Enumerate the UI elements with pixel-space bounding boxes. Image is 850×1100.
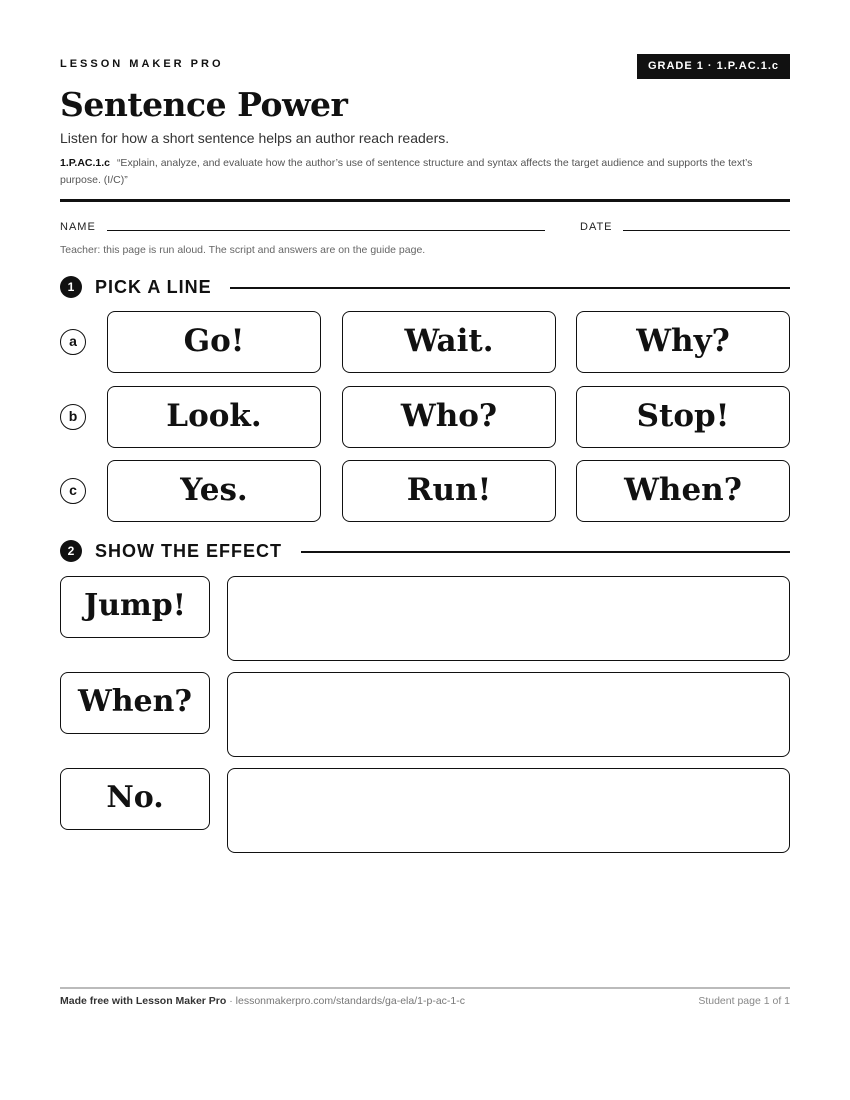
page-subtitle: Listen for how a short sentence helps an author reach readers. (60, 130, 450, 146)
standard-text: “Explain, analyze, and evaluate how the author’s use of sentence structure and syntax affects the target audience and supports the text’s purpose. (I/C)” (60, 157, 753, 186)
section-title: SHOW THE EFFECT (95, 539, 294, 563)
effect-answer-box-2[interactable] (227, 672, 790, 757)
option-card-a1[interactable]: Go! (107, 311, 321, 373)
option-card-a2[interactable]: Wait. (342, 311, 556, 373)
brand-name: LESSON MAKER PRO (60, 58, 224, 70)
page-title: Sentence Power (60, 85, 348, 124)
option-card-c3[interactable]: When? (576, 460, 790, 522)
effect-word-3: No. (60, 768, 210, 830)
effect-answer-box-1[interactable] (227, 576, 790, 661)
header-divider (60, 199, 790, 202)
section-rule (301, 551, 790, 553)
option-card-b1[interactable]: Look. (107, 386, 321, 448)
date-label: DATE (580, 221, 613, 233)
date-field[interactable] (623, 230, 790, 231)
section-rule (230, 287, 790, 289)
teacher-note: Teacher: this page is run aloud. The script and answers are on the guide page. (60, 244, 426, 256)
row-marker-c: c (60, 478, 86, 504)
grade-badge: GRADE 1 · 1.P.AC.1.c (637, 54, 790, 79)
section-pick-a-line-heading (60, 275, 790, 299)
footer-divider (60, 987, 790, 989)
option-card-a3[interactable]: Why? (576, 311, 790, 373)
footer-url[interactable]: · lessonmakerpro.com/standards/ga-ela/1-p-ac-1-c (226, 995, 465, 1007)
section-title: PICK A LINE (95, 275, 224, 299)
footer-credit (60, 995, 465, 1007)
row-marker-a: a (60, 329, 86, 355)
option-card-c1[interactable]: Yes. (107, 460, 321, 522)
section-show-the-effect-heading (60, 539, 790, 563)
standard-description (60, 155, 790, 189)
option-card-b2[interactable]: Who? (342, 386, 556, 448)
effect-word-1: Jump! (60, 576, 210, 638)
footer-made-with: Made free with Lesson Maker Pro (60, 995, 227, 1007)
name-field[interactable] (107, 230, 545, 231)
effect-answer-box-3[interactable] (227, 768, 790, 853)
option-card-c2[interactable]: Run! (342, 460, 556, 522)
section-number-badge: 2 (60, 540, 82, 562)
option-card-b3[interactable]: Stop! (576, 386, 790, 448)
effect-word-2: When? (60, 672, 210, 734)
name-label: NAME (60, 221, 96, 233)
standard-code: 1.P.AC.1.c (60, 157, 111, 169)
worksheet-page (60, 0, 790, 1100)
row-marker-b: b (60, 404, 86, 430)
section-number-badge: 1 (60, 276, 82, 298)
footer-page-number: Student page 1 of 1 (698, 995, 790, 1007)
